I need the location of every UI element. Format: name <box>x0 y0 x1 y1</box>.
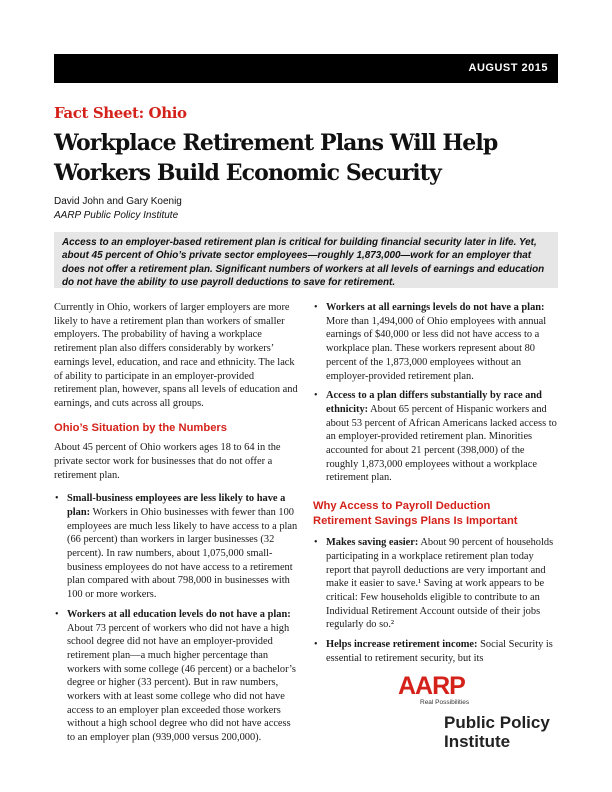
summary-box: Access to an employer-based retirement plan is critical for building financial security later in life. Yet, about 45 percent of Ohio’s private sector employees—roughly 1,873,000—work for an employer that does not offer a retirement plan. Significant numbers of workers at all levels of earnings and education do not have the ability to use payroll deductions to save for retirement. <box>54 232 558 288</box>
numbers-bullet-list-continued <box>313 301 557 485</box>
byline <box>54 195 182 222</box>
bullet-text: About 90 percent of households participating in a workplace retirement plan today report that payroll deductions are very important and make it easier to save.¹ Saving at work appears to be critical: Few households eligible to contribute to an Individual Retirement Account outside of their jobs regularly do so.² <box>326 537 554 631</box>
logo-line-2: Institute <box>444 732 511 751</box>
bullet-icon: • <box>314 639 318 651</box>
bullet-lead: Makes saving easier: <box>326 537 419 549</box>
right-column <box>313 301 557 671</box>
list-item <box>313 536 557 632</box>
bullet-lead: Workers at all education levels do not have a plan: <box>67 608 291 620</box>
bullet-icon: • <box>55 608 59 620</box>
logo-tagline: Real Possibilities <box>420 699 470 706</box>
bullet-lead: Access to a plan differs substantially by race and ethnicity: <box>326 390 542 415</box>
bullet-text: More than 1,494,000 of Ohio employees with annual earnings of $40,000 or less did not have access to a workplace plan. These workers represent about 80 percent of the 1,873,000 employees without an employer-provided retirement plan. <box>326 315 547 382</box>
section-heading-payroll <box>313 499 557 528</box>
title-line-2: Workers Build Economic Security <box>54 160 441 186</box>
bullet-icon: • <box>314 302 318 313</box>
logo-line-1: Public Policy <box>444 713 550 732</box>
author-names: David John and Gary Koenig <box>54 196 182 207</box>
numbers-bullet-list <box>54 492 298 745</box>
section-heading-line-2: Retirement Savings Plans Is Important <box>313 514 518 527</box>
payroll-bullet-list <box>313 536 557 665</box>
aarp-ppi-logo <box>398 673 568 753</box>
title-line-1: Workplace Retirement Plans Will Help <box>54 130 498 156</box>
author-organization: AARP Public Policy Institute <box>54 209 179 221</box>
bullet-icon: • <box>314 537 318 549</box>
list-item <box>54 492 298 602</box>
section-heading-line-1: Why Access to Payroll Deduction <box>313 500 491 513</box>
list-item <box>313 301 557 383</box>
bullet-text: Social Security is essential to retirement security, but its <box>326 639 553 664</box>
list-item <box>54 608 298 745</box>
page-title <box>54 128 564 188</box>
fact-sheet-label: Fact Sheet: Ohio <box>54 104 187 122</box>
intro-paragraph: Currently in Ohio, workers of larger employers are more likely to have a retirement plan than workers of smaller employers. The probability of having a workplace retirement plan also differs considerably by workers’ earnings level, education, and race and ethnicity. The lack of ability to participate in an employer-provided retirement plan, however, spans all levels of education and earnings, and cuts across all groups. <box>54 302 298 409</box>
bullet-lead: Workers at all earnings levels do not have a plan: <box>326 302 545 313</box>
bullet-icon: • <box>55 493 59 505</box>
publication-date: AUGUST 2015 <box>468 62 548 74</box>
list-item <box>313 389 557 485</box>
left-column <box>54 301 298 751</box>
bullet-text: About 65 percent of Hispanic workers and about 53 percent of African Americans lacked access to an employer-provided retirement plan. Minorities accounted for about 21 percent (398,000) of the roughly 1,873,000 employees without a workplace retirement plan. <box>326 403 557 484</box>
list-item <box>313 638 557 665</box>
bullet-lead: Helps increase retirement income: <box>326 639 478 651</box>
bullet-icon: • <box>314 390 318 402</box>
header-bar <box>54 54 558 83</box>
bullet-text: Workers in Ohio businesses with fewer than 100 employees are much less likely to have access to a plan (66 percent) than workers in larger businesses (32 percent). In raw numbers, about 1,075,000 small-business employees do not have access to a retirement plan compared with about 798,000 in businesses with 100 or more workers. <box>67 506 298 601</box>
bullet-lead: Small-business employees are less likely to have a plan: <box>67 493 286 518</box>
bullet-text: About 73 percent of workers who did not have a high school degree did not have an employer-provided retirement plan—a much higher percentage than workers with some college (46 percent) or a bachelor’s degree or higher (33 percent). But in raw numbers, workers with at least some college who did not have access to an employer plan exceeded those workers without a high school degree who did not have access to an employer plan (939,000 versus 200,000). <box>67 622 296 744</box>
section-heading-numbers: Ohio’s Situation by the Numbers <box>54 421 228 434</box>
section-intro-paragraph: About 45 percent of Ohio workers ages 18 to 64 in the private sector work for businesses that do not offer a retirement plan. <box>54 442 281 481</box>
aarp-wordmark: AARP <box>398 672 465 700</box>
